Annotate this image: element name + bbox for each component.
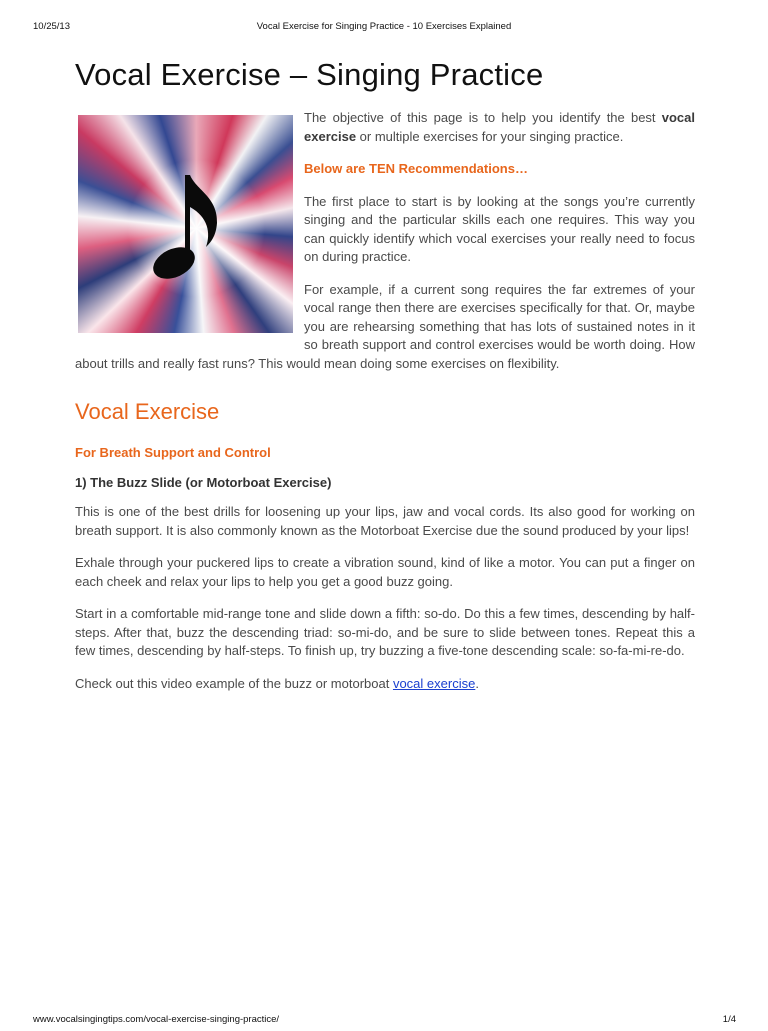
intro-text: The objective of this page is to help you identify the best [304,110,662,125]
video-text: Check out this video example of the buzz or motorboat [75,675,393,691]
intro-bold-keyword: vocal exercise [304,110,695,144]
page-number: 1/4 [722,1014,736,1025]
hero-image [78,115,293,333]
print-footer [0,1014,768,1031]
article-title: Vocal Exercise – Singing Practice [75,57,544,92]
print-page-title: Vocal Exercise for Singing Practice - 10 Exercises Explained [256,21,512,32]
intro-paragraph-2: The first place to start is by looking at the songs you’re currently singing and the particular skills each one requires. This way you can quickly identify which vocal exercises your really need to focus on during practice. [304,193,695,264]
exercise-paragraph-1: This is one of the best drills for loosening up your lips, jaw and vocal cords. Its also good for working on breath support. It is also commonly known as the Motorboat Exercise due the sound produced by your lips! [75,504,695,538]
video-text-end: . [475,675,479,691]
vocal-exercise-link[interactable]: vocal exercise [392,675,476,691]
exercise-paragraph-3: Start in a comfortable mid-range tone and slide down a fifth: so-do. Do this a few times, descending by half-steps. After that, buzz the descending triad: so-mi-do, and be sure to slide between tones. Repeat this a few times, descending by half-steps. To finish up, try buzzing a five-tone descending scale: so-fa-mi-re-do. [75,606,695,658]
section-heading: Vocal Exercise [75,399,220,424]
intro-paragraph-3: For example, if a current song requires the far extremes of your vocal range then there are exercises specifically for that. Or, maybe you are rehearsing something that has lots of sustained notes in it so breath support and control exercises would be worth doing. How about trills and really fast runs? This would mean doing some exercises on flexibility. [75,281,695,371]
exercise-paragraph-2: Exhale through your puckered lips to create a vibration sound, kind of like a motor. You can put a finger on each cheek and relax your lips to help you get a good buzz going. [75,555,695,589]
recommendations-lead: Below are TEN Recommendations… [304,161,528,176]
intro-text-end: or multiple exercises for your singing practice. [356,128,624,144]
exercise-heading: 1) The Buzz Slide (or Motorboat Exercise) [75,475,332,490]
subsection-heading: For Breath Support and Control [75,445,271,460]
print-url: www.vocalsingingtips.com/vocal-exercise-singing-practice/ [33,1014,280,1025]
print-header [0,21,768,33]
print-date: 10/25/13 [33,21,70,32]
music-note-icon [78,115,293,333]
article [75,55,695,707]
video-paragraph [75,675,695,694]
